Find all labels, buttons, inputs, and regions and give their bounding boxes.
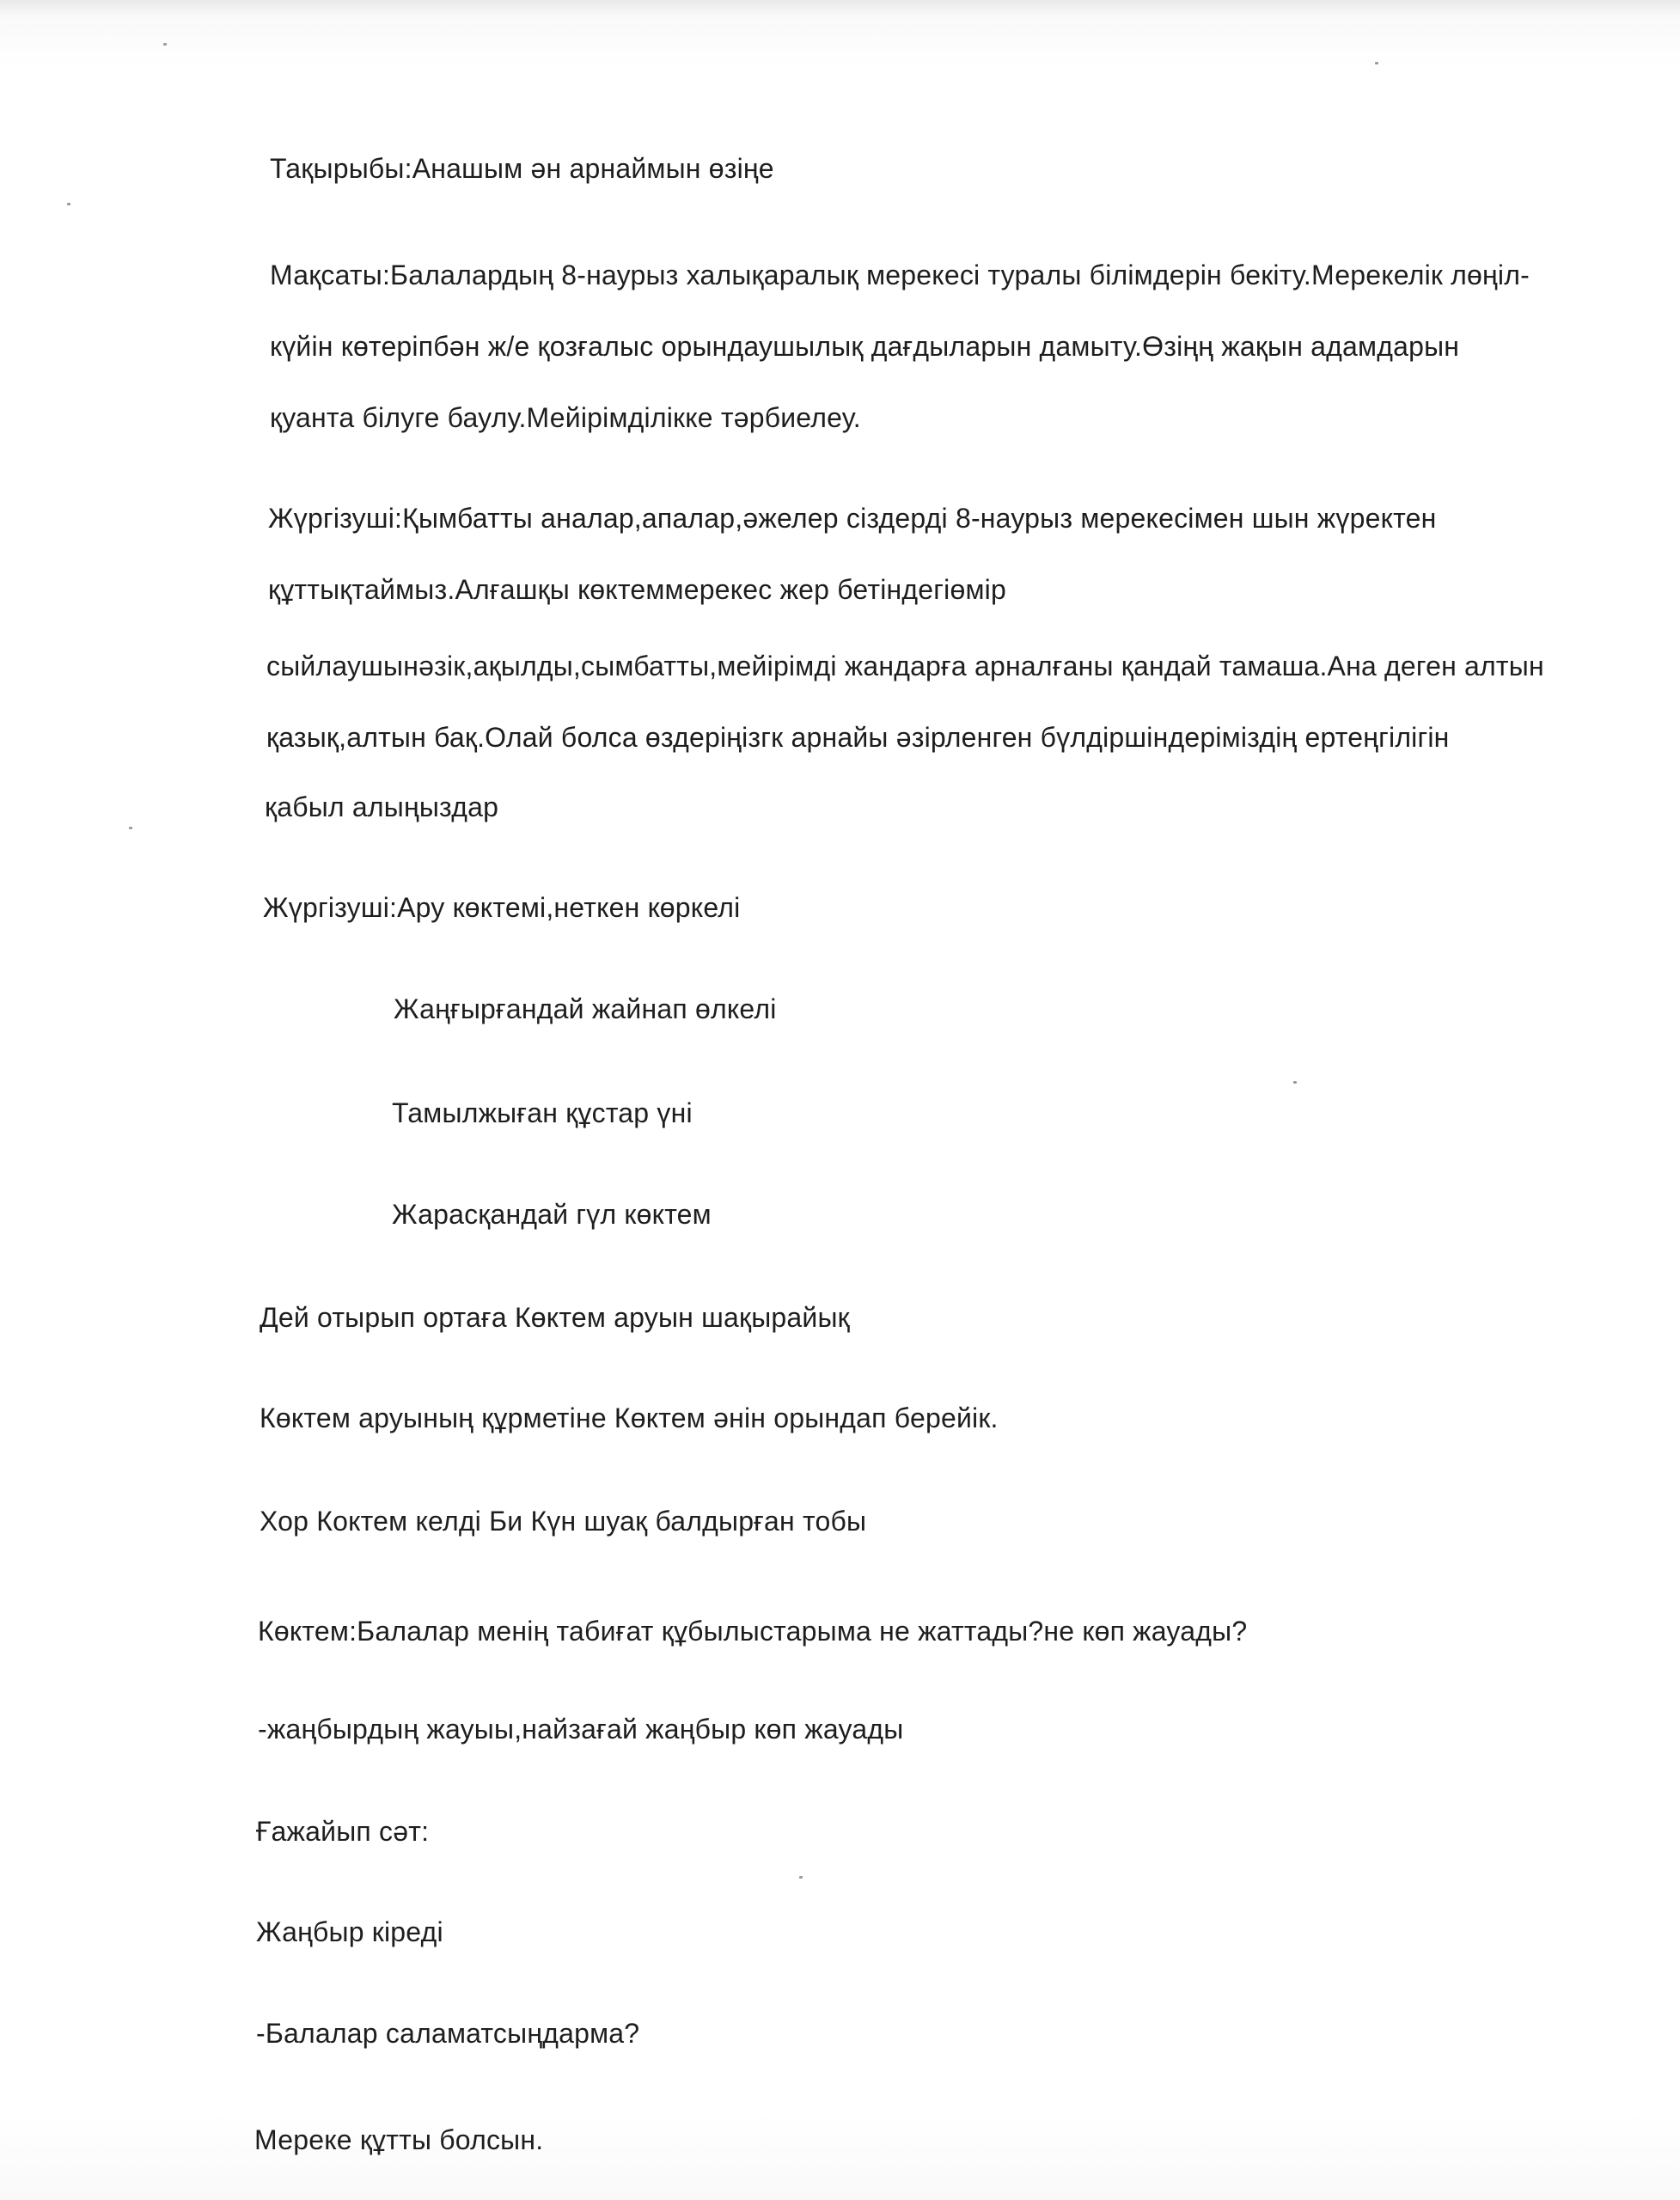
- children-answer: -жаңбырдың жауыы,найзағай жаңбыр көп жауады: [258, 1714, 904, 1745]
- host-intro-line: қазық,алтын бақ.Олай болса өздеріңізгк арнайы әзірленген бүлдіршіндеріміздің ертеңгілігін: [266, 722, 1450, 753]
- goal-line: күйін көтеріпбән ж/е қозғалыс орындаушылық дағдыларын дамыту.Өзіңң жақын адамдарын: [270, 331, 1460, 362]
- miracle-moment: Ғажайып сәт:: [256, 1816, 430, 1847]
- scan-speck: [799, 1876, 803, 1879]
- invite-line: Көктем аруының құрметіне Көктем әнін орындап берейік.: [260, 1402, 999, 1433]
- spring-question: Көктем:Балалар менің табиғат құбылыстарыма не жаттады?не көп жауады?: [258, 1616, 1248, 1647]
- holiday-wish: Мереке құтты болсын.: [254, 2124, 544, 2155]
- scan-speck: [1375, 62, 1378, 64]
- poem-line: Жарасқандай гүл көктем: [392, 1199, 712, 1230]
- host-intro-line: сыйлаушынәзік,ақылды,сымбатты,мейірімді жандарға арналғаны қандай тамаша.Ана деген алтын: [266, 651, 1544, 681]
- rain-greeting: -Балалар саламатсыңдарма?: [256, 2018, 640, 2049]
- scan-speck: [67, 203, 70, 205]
- host-intro-line: құттықтаймыз.Алғашқы көктеммерекес жер бетіндегіөмір: [268, 574, 1006, 605]
- document-title: Тақырыбы:Анашым ән арнаймын өзіңе: [270, 153, 774, 184]
- host-intro-line: Жүргізуші:Қымбатты аналар,апалар,әжелер сіздерді 8-наурыз мерекесімен шын жүректен: [268, 503, 1437, 534]
- scan-speck: [1293, 1081, 1297, 1084]
- scan-speck: [129, 827, 132, 829]
- goal-line: Мақсаты:Балалардың 8-наурыз халықаралық мерекесі туралы білімдерін бекіту.Мерекелік лөңіл-: [270, 260, 1530, 290]
- invite-line: Дей отырып ортаға Көктем аруын шақырайық: [260, 1302, 850, 1333]
- host-intro-line: қабыл алыңыздар: [265, 791, 499, 822]
- goal-line: қуанта білуге баулу.Мейірімділікке тәрбиелеу.: [270, 402, 861, 433]
- scan-speck: [163, 43, 167, 46]
- poem-line: Жаңғырғандай жайнап өлкелі: [394, 993, 777, 1024]
- rain-enters: Жаңбыр кіреді: [256, 1916, 443, 1947]
- scan-edge-shadow: [0, 0, 1680, 15]
- host-poem-first-line: Жүргізуші:Ару көктемі,неткен көркелі: [263, 892, 741, 923]
- performance-line: Хор Коктем келді Би Күн шуақ балдырған тобы: [260, 1506, 867, 1537]
- poem-line: Тамылжыған құстар үні: [392, 1097, 693, 1128]
